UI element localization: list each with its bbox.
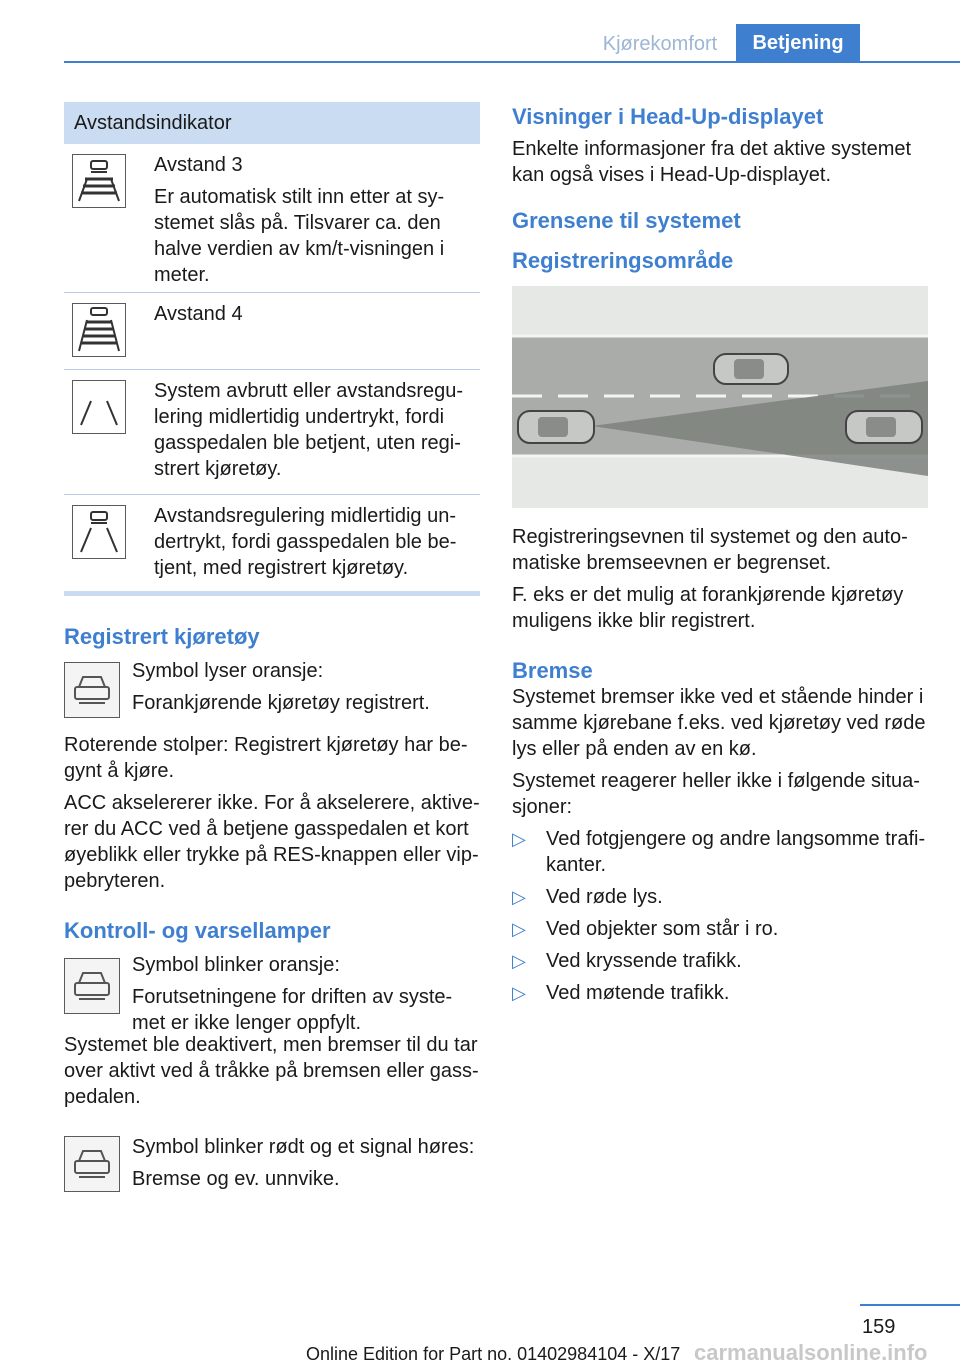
warning-s1-line2: Forutsetningene for driften av syste-met er ikke lenger oppfylt. — [132, 986, 453, 1034]
list-item: ▷ Ved røde lys. — [512, 886, 663, 908]
brake-list — [512, 826, 932, 1006]
warning-red-symbol-block — [64, 1134, 480, 1196]
brake-heading: Bremse — [512, 658, 593, 683]
table-row — [64, 293, 480, 370]
footer-rule — [860, 1304, 960, 1306]
triangle-bullet-icon: ▷ — [512, 829, 526, 849]
table-row — [64, 495, 480, 589]
list-item: ▷ Ved møtende trafikk. — [512, 982, 730, 1004]
list-item: ▷ Ved objekter som står i ro. — [512, 918, 779, 940]
table-heading: Avstandsindikator — [64, 102, 480, 144]
right-column — [512, 102, 932, 1012]
registered-line2: Forankjørende kjøretøy registrert. — [132, 692, 430, 714]
registered-p2: ACC akselererer ikke. For å akselerere, aktive-rer du ACC ved å betjene gasspedalen et kort øyeblikk eller trykke på RES-knappen eller vip-pebryteren. — [64, 792, 480, 892]
page-header — [0, 0, 960, 62]
list-item: ▷ Ved kryssende trafikk. — [512, 950, 742, 972]
row-title: Avstand 4 — [154, 303, 243, 325]
header-rule — [64, 61, 960, 63]
hud-text: Enkelte informasjoner fra det aktive systemet kan også vises i Head-Up-displayet. — [512, 138, 912, 186]
warning-s2-line1: Symbol blinker rødt og et signal høres: — [132, 1136, 475, 1158]
distance-4-icon — [72, 303, 126, 357]
limits-p2: F. eks er det mulig at forankjørende kjøretøy muligens ikke blir registrert. — [512, 584, 904, 632]
registered-line1: Symbol lyser oransje: — [132, 660, 324, 682]
brake-p2: Systemet reagerer heller ikke i følgende situa-sjoner: — [512, 770, 920, 818]
warning-s1-line1: Symbol blinker oransje: — [132, 954, 340, 976]
triangle-bullet-icon: ▷ — [512, 919, 526, 939]
registered-p1: Roterende stolper: Registrert kjøretøy har be-gynt å kjøre. — [64, 734, 468, 782]
registered-heading: Registrert kjøretøy — [64, 624, 260, 649]
vehicle-ahead-icon — [846, 411, 922, 443]
watermark: carmanualsonline.info — [694, 1340, 928, 1365]
limits-p1: Registreringsevnen til systemet og den auto-matiske bremseevnen er begrenset. — [512, 526, 908, 574]
triangle-bullet-icon: ▷ — [512, 887, 526, 907]
acc-suppressed-vehicle-icon — [72, 505, 126, 559]
chapter-tab[interactable]: Betjening — [736, 24, 860, 62]
row-text: Avstandsregulering midlertidig un-dertrykt, fordi gasspedalen ble be-tjent, med registrert kjøretøy. — [154, 505, 457, 579]
hud-heading: Visninger i Head-Up-displayet — [512, 104, 824, 129]
table-row — [64, 370, 480, 495]
detection-range-figure — [512, 286, 928, 508]
warning-s2-line2: Bremse og ev. unnvike. — [132, 1168, 340, 1190]
triangle-bullet-icon: ▷ — [512, 951, 526, 971]
vehicle-blinking-red-icon — [64, 1136, 120, 1192]
acc-interrupted-icon — [72, 380, 126, 434]
registered-symbol-block — [64, 658, 480, 720]
distance-3-icon — [72, 154, 126, 208]
limits-subheading: Registreringsområde — [512, 248, 734, 273]
row-text: System avbrutt eller avstandsregu-lering midlertidig undertrykt, fordi gasspedalen ble betjent, uten regi-strert kjøretøy. — [154, 380, 464, 480]
page-number: 159 — [862, 1316, 896, 1338]
table-row — [64, 144, 480, 293]
warning-symbol-block — [64, 952, 480, 1034]
left-column — [64, 102, 480, 1196]
brake-p1: Systemet bremser ikke ved et stående hinder i samme kjørebane f.eks. ved kjøretøy ved røde lys eller på enden av en kø. — [512, 686, 926, 760]
row-title: Avstand 3 — [154, 154, 243, 176]
warning-p1: Systemet ble deaktivert, men bremser til du tar over aktivt ved å tråkke på bremsen eller gass-pedalen. — [64, 1034, 479, 1108]
warning-heading: Kontroll- og varsellamper — [64, 918, 331, 943]
vehicle-front-icon — [714, 354, 788, 384]
edition-text: Online Edition for Part no. 01402984104 - X/17 — [306, 1344, 681, 1364]
list-item: ▷ Ved fotgjengere og andre langsomme trafi-kanter. — [512, 828, 926, 876]
vehicle-blinking-orange-icon — [64, 958, 120, 1014]
row-text: Er automatisk stilt inn etter at sy-stemet slås på. Tilsvarer ca. den halve verdien av km/t-visningen i meter. — [154, 186, 445, 286]
vehicle-orange-icon — [64, 662, 120, 718]
vehicle-own-icon — [518, 411, 594, 443]
limits-heading: Grensene til systemet — [512, 208, 741, 233]
section-tab[interactable]: Kjørekomfort — [602, 33, 718, 55]
triangle-bullet-icon: ▷ — [512, 983, 526, 1003]
